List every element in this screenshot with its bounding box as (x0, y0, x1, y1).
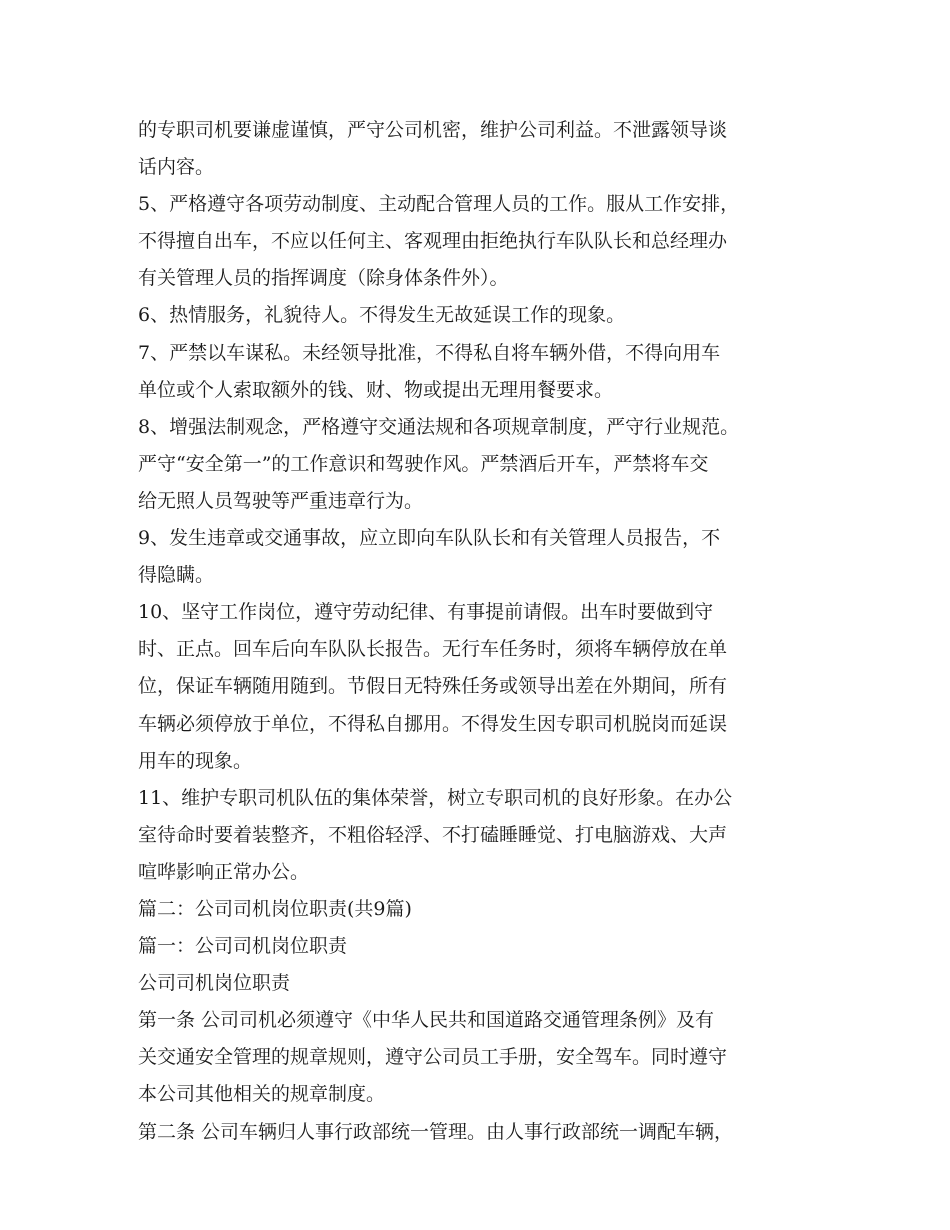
text-line: 严守“安全第一”的工作意识和驾驶作风。严禁酒后开车，严禁将车交 (138, 452, 709, 475)
text-line: 时、正点。回车后向车队队长报告。无行车任务时，须将车辆停放在单 (138, 638, 728, 661)
text-line: 不得擅自出车，不应以任何主、客观理由拒绝执行车队队长和总经理办 (138, 230, 728, 253)
text-line: 话内容。 (138, 156, 215, 179)
sub-heading: 公司司机岗位职责 (138, 972, 291, 995)
text-line: 5、严格遵守各项劳动制度、主动配合管理人员的工作。服从工作安排， (138, 193, 740, 216)
text-line: 给无照人员驾驶等严重违章行为。 (138, 489, 424, 512)
text-line: 9、发生违章或交通事故，应立即向车队队长和有关管理人员报告，不 (138, 527, 721, 550)
text-line: 用车的现象。 (138, 749, 253, 772)
text-line: 的专职司机要谦虚谨慎，严守公司机密，维护公司利益。不泄露领导谈 (138, 119, 728, 141)
text-line: 7、严禁以车谋私。未经领导批准，不得私自将车辆外借，不得向用车 (138, 341, 721, 364)
document-body (138, 112, 838, 1151)
text-line: 第一条 公司司机必须遵守《中华人民共和国道路交通管理条例》及有 (138, 1009, 715, 1032)
text-line: 8、增强法制观念，严格遵守交通法规和各项规章制度，严守行业规范。 (138, 415, 740, 438)
text-line: 本公司其他相关的规章制度。 (138, 1083, 386, 1106)
section-heading: 篇二：公司司机岗位职责(共9篇) (138, 897, 412, 920)
text-line: 有关管理人员的指挥调度（除身体条件外）。 (138, 267, 509, 290)
text-line: 11、维护专职司机队伍的集体荣誉，树立专职司机的良好形象。在办公 (138, 786, 733, 809)
text-line: 得隐瞒。 (138, 564, 215, 587)
sub-heading: 篇一：公司司机岗位职责 (138, 935, 348, 958)
text-line: 喧哗影响正常办公。 (138, 860, 310, 883)
text-line: 单位或个人索取额外的钱、财、物或提出无理用餐要求。 (138, 378, 614, 401)
text-line: 10、坚守工作岗位，遵守劳动纪律、有事提前请假。出车时要做到守 (138, 601, 714, 624)
text-line: 关交通安全管理的规章规则，遵守公司员工手册，安全驾车。同时遵守 (138, 1046, 728, 1069)
text-line: 车辆必须停放于单位，不得私自挪用。不得发生因专职司机脱岗而延误 (138, 712, 728, 735)
text-line: 室待命时要着装整齐，不粗俗轻浮、不打磕睡睡觉、打电脑游戏、大声 (138, 823, 728, 846)
text-line: 6、热情服务，礼貌待人。不得发生无故延误工作的现象。 (138, 304, 626, 327)
text-line: 第二条 公司车辆归人事行政部统一管理。由人事行政部统一调配车辆， (138, 1120, 734, 1143)
text-line: 位，保证车辆随用随到。节假日无特殊任务或领导出差在外期间，所有 (138, 675, 728, 698)
